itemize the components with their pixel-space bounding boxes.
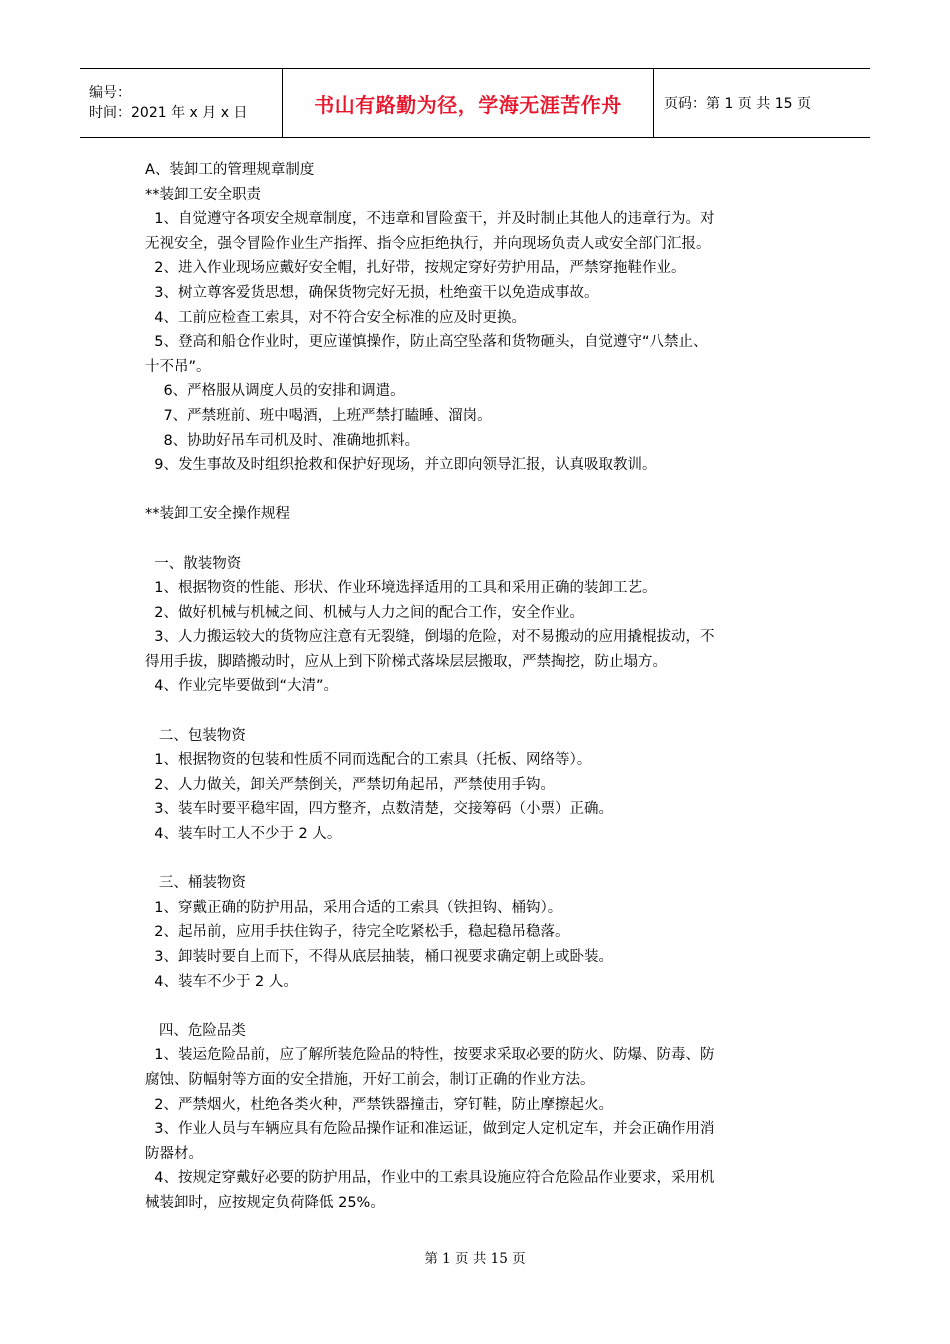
text-line: 4、按规定穿戴好必要的防护用品，作业中的工索具设施应符合危险品作业要求，采用机 xyxy=(145,1170,715,1187)
text-line xyxy=(145,994,805,1019)
text-line: 3、树立尊客爱货思想，确保货物完好无损，杜绝蛮干以免造成事故。 xyxy=(145,284,599,301)
text-line xyxy=(145,699,805,724)
text-line: 2、做好机械与机械之间、机械与人力之间的配合工作，安全作业。 xyxy=(145,604,584,621)
text-line: 三、桶装物资 xyxy=(145,875,246,892)
header-motto: 书山有路勤为径，学海无涯苦作舟 xyxy=(314,92,622,117)
page-footer: 第 1 页 共 15 页 xyxy=(424,1251,526,1267)
text-line: 1、根据物资的包装和性质不同而选配合的工索具（托板、网络等）。 xyxy=(145,752,592,769)
text-line: 十不吊”。 xyxy=(145,358,211,375)
text-line: 1、自觉遵守各项安全规章制度，不违章和冒险蛮干，并及时制止其他人的违章行为。对 xyxy=(145,211,715,228)
document-time-label: 时间：2021 年 x 月 x 日 xyxy=(89,105,248,121)
text-line: 2、进入作业现场应戴好安全帽，扎好带，按规定穿好劳护用品，严禁穿拖鞋作业。 xyxy=(145,260,686,277)
text-line: 腐蚀、防幅射等方面的安全措施，开好工前会，制订正确的作业方法。 xyxy=(145,1071,595,1088)
text-line: 1、穿戴正确的防护用品，采用合适的工索具（铁担钩、桶钩）。 xyxy=(145,899,563,916)
text-line: 3、装车时要平稳牢固，四方整齐，点数清楚，交接筹码（小票）正确。 xyxy=(145,801,613,818)
text-line: A、装卸工的管理规章制度 xyxy=(145,162,315,178)
document-number-label: 编号： xyxy=(89,85,131,101)
header-page-number: 页码：第 1 页 共 15 页 xyxy=(664,96,811,112)
text-line xyxy=(145,478,805,503)
text-line: 7、严禁班前、班中喝酒，上班严禁打瞌睡、溜岗。 xyxy=(145,407,492,424)
text-line: 3、人力搬运较大的货物应注意有无裂缝，倒塌的危险，对不易搬动的应用撬棍拔动，不 xyxy=(145,629,715,646)
text-line: 2、起吊前，应用手扶住钩子，待完全吃紧松手，稳起稳吊稳落。 xyxy=(145,924,570,941)
text-line: **装卸工安全操作规程 xyxy=(145,506,290,523)
text-line: 3、作业人员与车辆应具有危险品操作证和准运证，做到定人定机定车，并会正确作用消 xyxy=(145,1121,715,1138)
text-line: 4、装车时工人不少于 2 人。 xyxy=(145,826,342,843)
text-line xyxy=(145,847,805,872)
header-page-cell xyxy=(654,69,870,137)
text-line: 械装卸时，应按规定负荷降低 25%。 xyxy=(145,1194,385,1211)
document-body xyxy=(145,158,805,1216)
text-line: 9、发生事故及时组织抢救和保护好现场，并立即向领导汇报，认真吸取教训。 xyxy=(145,457,657,474)
text-line: **装卸工安全职责 xyxy=(145,186,261,203)
text-line: 5、登高和船仓作业时，更应谨慎操作，防止高空坠落和货物砸头，自觉遵守“八禁止、 xyxy=(145,334,708,351)
text-line: 得用手拔，脚踏搬动时，应从上到下阶梯式落垛层层搬取，严禁掏挖，防止塌方。 xyxy=(145,653,667,670)
text-line: 6、严格服从调度人员的安排和调遣。 xyxy=(145,383,405,400)
text-line: 3、卸装时要自上而下，不得从底层抽装，桶口视要求确定朝上或卧装。 xyxy=(145,949,613,965)
text-line: 防器材。 xyxy=(145,1145,203,1162)
text-line: 4、装车不少于 2 人。 xyxy=(145,973,298,990)
text-line: 4、工前应检查工索具，对不符合安全标准的应及时更换。 xyxy=(145,309,526,326)
header-table xyxy=(80,68,870,138)
text-line: 1、根据物资的性能、形状、作业环境选择适用的工具和采用正确的装卸工艺。 xyxy=(145,580,657,597)
text-line: 1、装运危险品前，应了解所装危险品的特性，按要求采取必要的防火、防爆、防毒、防 xyxy=(145,1047,715,1064)
text-line: 4、作业完毕要做到“大清”。 xyxy=(145,678,338,695)
text-line: 一、散装物资 xyxy=(145,555,242,572)
text-line: 二、包装物资 xyxy=(145,727,246,744)
text-line: 四、危险品类 xyxy=(145,1022,246,1039)
text-line: 无视安全，强令冒险作业生产指挥、指令应拒绝执行，并向现场负责人或安全部门汇报。 xyxy=(145,235,711,252)
text-line xyxy=(145,527,805,552)
header-motto-cell xyxy=(283,69,654,137)
text-line: 2、人力做关，卸关严禁倒关，严禁切角起吊，严禁使用手钩。 xyxy=(145,776,555,793)
text-line: 8、协助好吊车司机及时、准确地抓料。 xyxy=(145,432,420,449)
header-info-cell xyxy=(80,69,283,137)
text-line: 2、严禁烟火，杜绝各类火种，严禁铁器撞击，穿钉鞋，防止摩擦起火。 xyxy=(145,1096,613,1113)
